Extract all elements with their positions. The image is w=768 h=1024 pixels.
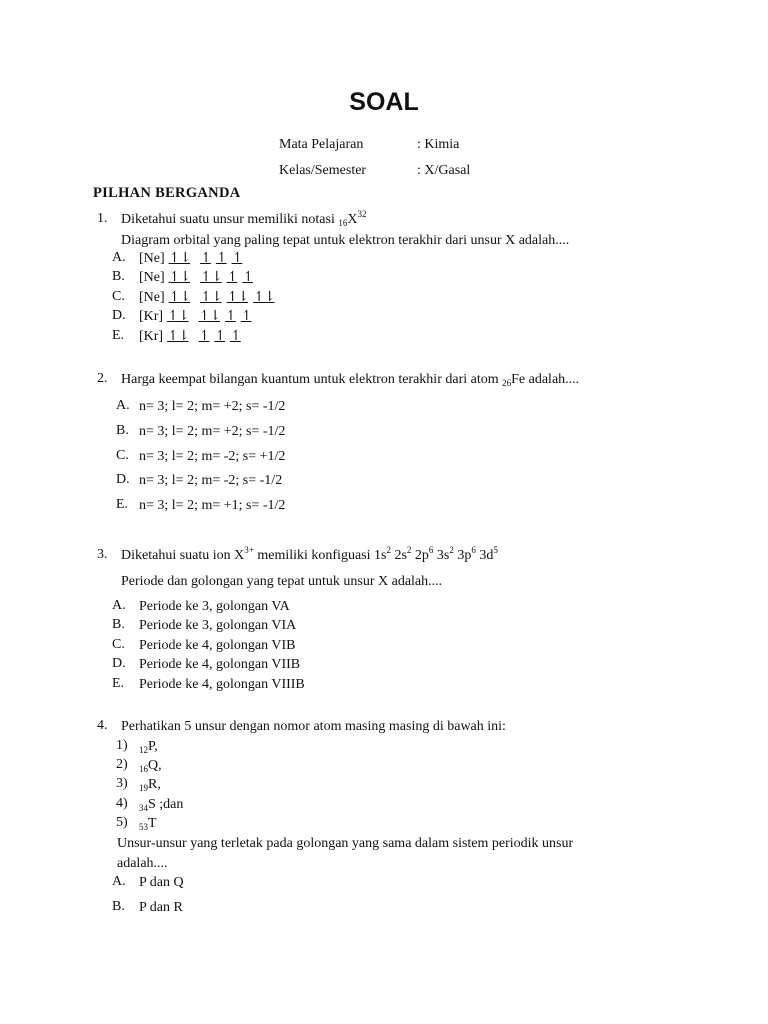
item-number: 3) — [116, 776, 128, 791]
question-2-text: Harga keempat bilangan kuantum untuk elektron terakhir dari atom $_{26}$Fe adalah.... — [121, 372, 580, 388]
question-4-line-a: Unsur-unsur yang terletak pada golongan yang sama dalam sistem periodik unsur — [117, 836, 574, 851]
option-text: Periode ke 3, golongan VIA — [139, 618, 297, 633]
option-letter: B. — [112, 899, 125, 914]
option-letter: A. — [112, 874, 126, 889]
question-3-number: 3. — [97, 547, 108, 562]
option-text: Periode ke 3, golongan VA — [139, 599, 290, 614]
element-symbol: Q, — [148, 758, 162, 773]
option-letter: C. — [116, 448, 129, 463]
option-text: P dan Q — [139, 875, 184, 890]
item-number: 5) — [116, 815, 128, 830]
orbital-box: ↿⇂ — [253, 290, 275, 305]
orbital-box: ↿ — [198, 329, 210, 344]
element-symbol: T — [148, 816, 157, 831]
class-label: Kelas/Semester — [279, 163, 367, 178]
option-text: n= 3; l= 2; m= -2; s= -1/2 — [139, 473, 283, 488]
core-notation: [Kr] — [139, 329, 164, 344]
question-4-line-b: adalah.... — [117, 856, 168, 871]
option-letter: B. — [112, 269, 125, 284]
orbital-box: ↿⇂ — [168, 270, 191, 285]
orbital-box: ↿ — [240, 309, 252, 324]
core-notation: [Ne] — [139, 290, 165, 305]
option-orbital-diagram — [139, 250, 247, 268]
element-symbol: P, — [148, 739, 158, 754]
orbital-box: ↿⇂ — [200, 270, 222, 285]
option-text: Periode ke 4, golongan VIIB — [139, 657, 301, 672]
item-number: 2) — [116, 757, 128, 772]
class-value: : X/Gasal — [417, 163, 471, 178]
option-letter: A. — [116, 398, 130, 413]
option-letter: C. — [112, 637, 125, 652]
question-4-number: 4. — [97, 718, 108, 733]
option-text: n= 3; l= 2; m= -2; s= +1/2 — [139, 449, 286, 464]
option-text: n= 3; l= 2; m= +2; s= -1/2 — [139, 399, 286, 414]
question-4-text: Perhatikan 5 unsur dengan nomor atom masing masing di bawah ini: — [121, 719, 506, 734]
question-1-line2: Diagram orbital yang paling tepat untuk elektron terakhir dari unsur X adalah.... — [121, 233, 570, 248]
core-notation: [Ne] — [139, 251, 165, 266]
option-text: n= 3; l= 2; m= +1; s= -1/2 — [139, 498, 286, 513]
option-letter: D. — [116, 472, 130, 487]
orbital-box: ↿ — [225, 309, 236, 324]
element-symbol: R, — [148, 777, 161, 792]
question-1-number: 1. — [97, 211, 108, 226]
element-item — [139, 815, 157, 833]
option-letter: C. — [112, 289, 125, 304]
core-notation: [Ne] — [139, 270, 165, 285]
option-text: n= 3; l= 2; m= +2; s= -1/2 — [139, 424, 286, 439]
question-3-text: Diketahui suatu ion $X^{3+}$ memiliki konfiguasi $1s^2$ $2s^2$ $2p^6$ $3s^2$ $3p^6$ $3d^5$ — [121, 545, 498, 563]
question-2-number: 2. — [97, 371, 108, 386]
element-item — [139, 796, 183, 814]
orbital-box: ↿⇂ — [226, 290, 249, 305]
element-symbol: S ;dan — [148, 797, 184, 812]
orbital-box: ↿ — [226, 270, 238, 285]
orbital-box: ↿⇂ — [168, 251, 191, 266]
question-1-text: Diketahui suatu unsur memiliki notasi $_{16}X^{32}$ — [121, 209, 367, 228]
atomic-number: 16 — [139, 764, 148, 774]
orbital-box: ↿ — [242, 270, 254, 285]
question-3-line2: Periode dan golongan yang tepat untuk unsur X adalah.... — [121, 574, 443, 589]
option-letter: D. — [112, 308, 126, 323]
option-orbital-diagram — [139, 289, 280, 307]
option-letter: E. — [112, 328, 125, 343]
subject-label: Mata Pelajaran — [279, 137, 364, 152]
orbital-box: ↿⇂ — [198, 309, 221, 324]
option-orbital-diagram — [139, 308, 257, 326]
option-text: Periode ke 4, golongan VIIIB — [139, 677, 305, 692]
subject-value: : Kimia — [417, 137, 460, 152]
item-number: 1) — [116, 738, 128, 753]
option-letter: A. — [112, 598, 126, 613]
page-title: SOAL — [349, 88, 419, 116]
option-letter: B. — [112, 617, 125, 632]
option-letter: A. — [112, 250, 126, 265]
option-text: P dan R — [139, 900, 183, 915]
atomic-number: 34 — [139, 803, 148, 813]
orbital-box: ↿ — [231, 251, 243, 266]
orbital-box: ↿ — [215, 251, 227, 266]
option-letter: B. — [116, 423, 129, 438]
orbital-box: ↿ — [230, 329, 241, 344]
orbital-box: ↿ — [200, 251, 211, 266]
option-text: Periode ke 4, golongan VIB — [139, 638, 296, 653]
element-item — [139, 776, 161, 794]
atomic-number: 53 — [139, 822, 148, 832]
option-orbital-diagram — [139, 269, 258, 287]
orbital-box: ↿ — [214, 329, 226, 344]
item-number: 4) — [116, 796, 128, 811]
element-item — [139, 738, 158, 756]
option-orbital-diagram — [139, 328, 246, 346]
orbital-box: ↿⇂ — [167, 329, 189, 344]
orbital-box: ↿⇂ — [200, 290, 222, 305]
atomic-number: 19 — [139, 783, 148, 793]
atomic-number: 12 — [139, 745, 148, 755]
section-heading: PILHAN BERGANDA — [93, 185, 241, 201]
option-letter: D. — [112, 656, 126, 671]
orbital-box: ↿⇂ — [168, 290, 191, 305]
option-letter: E. — [116, 497, 129, 512]
element-item — [139, 757, 162, 775]
orbital-box: ↿⇂ — [167, 309, 189, 324]
core-notation: [Kr] — [139, 309, 164, 324]
option-letter: E. — [112, 676, 125, 691]
